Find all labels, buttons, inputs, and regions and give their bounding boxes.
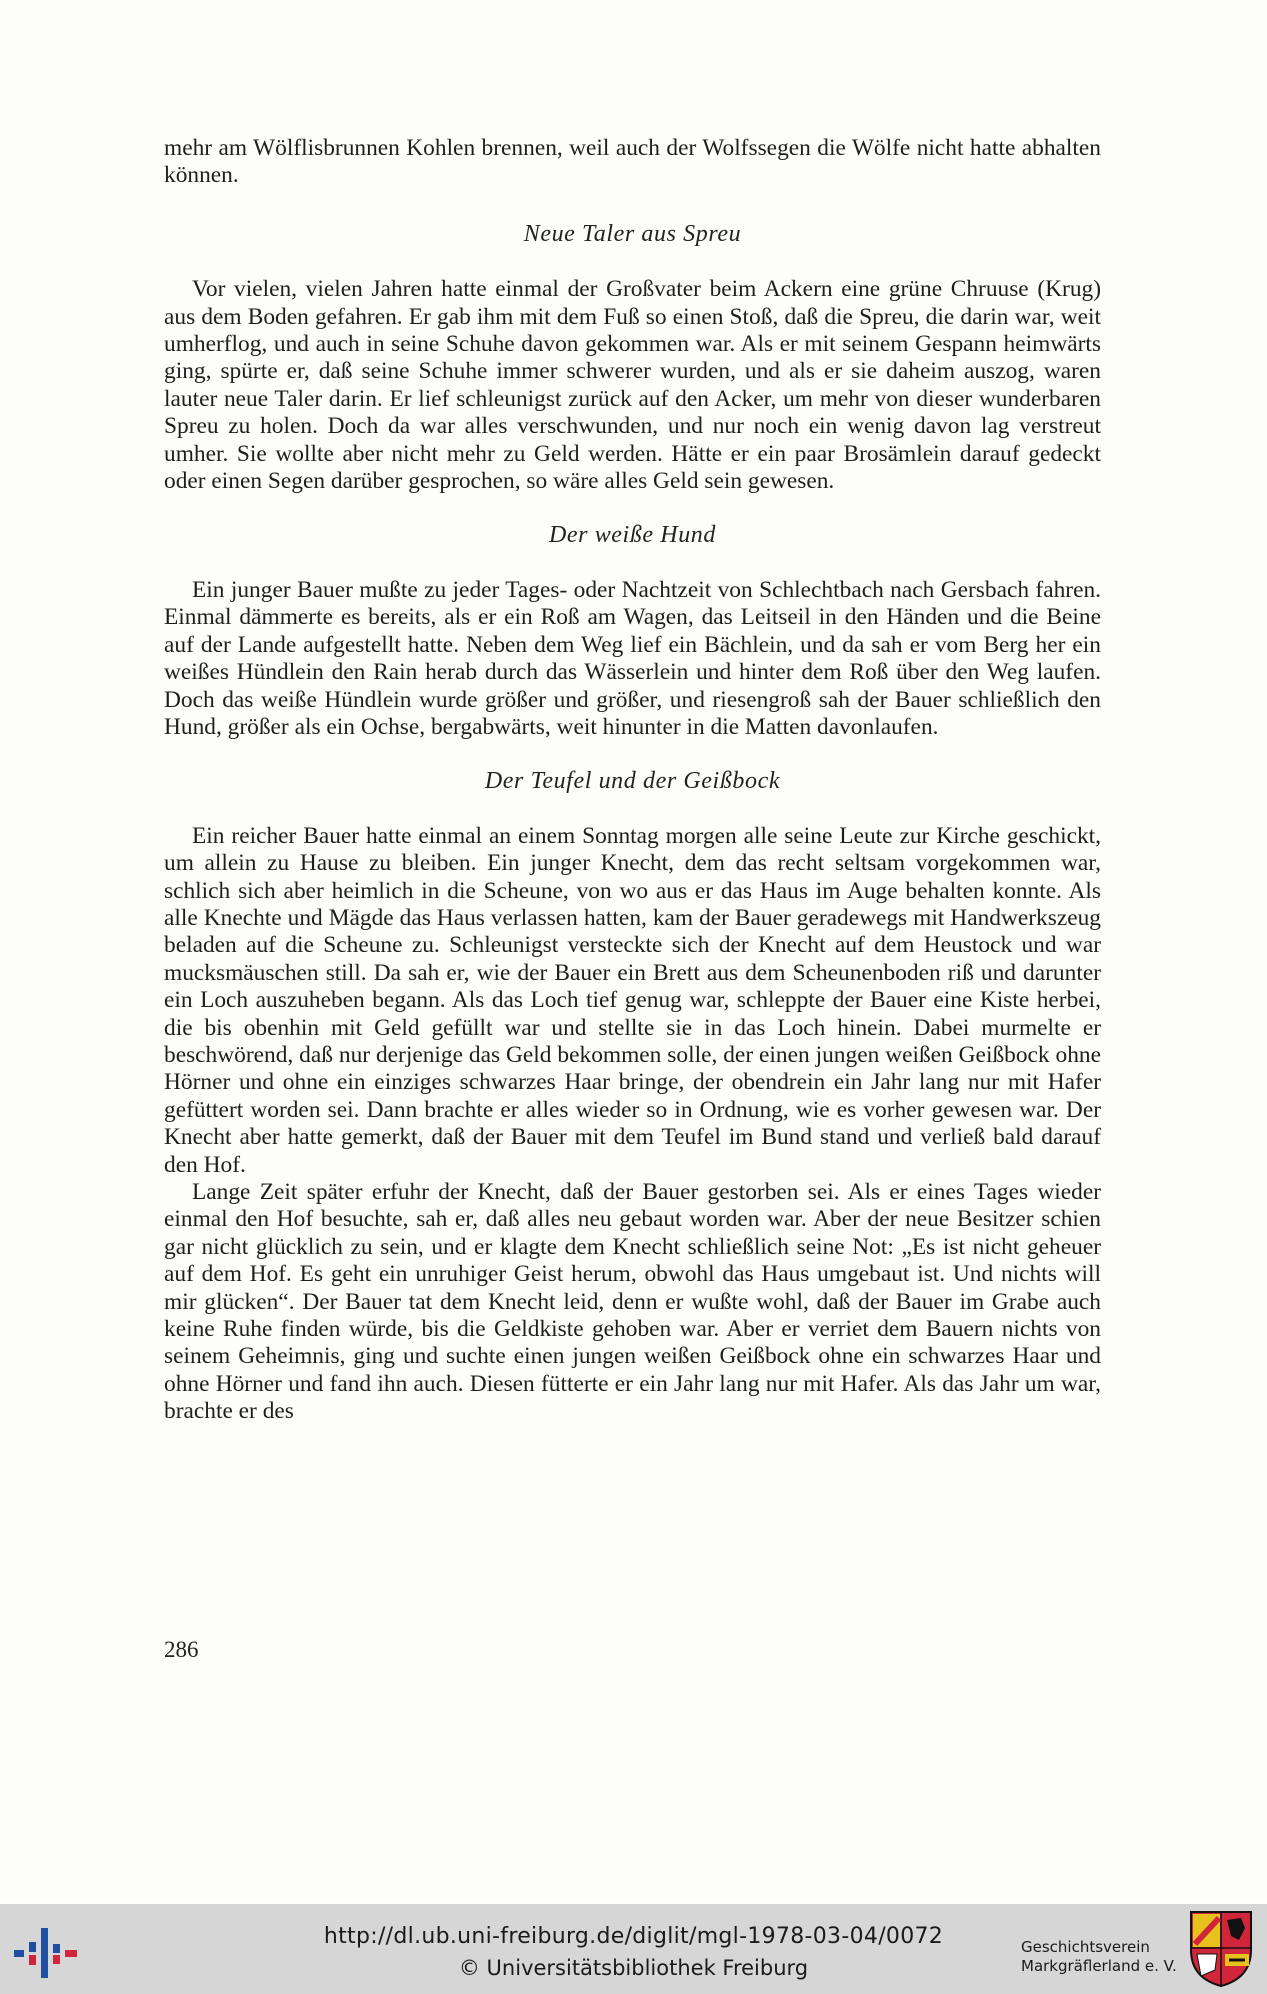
paragraph: Ein reicher Bauer hatte einmal an einem Sonntag morgen alle seine Leute zur Kirche geschickt, um allein zu Hause zu bleiben. Ein junger Knecht, dem das recht seltsam vorgekommen war, schlich sich aber heimlich in die Scheune, von wo aus er das Haus im Auge behalten konnte. Als alle Knechte und Mägde das Haus verlassen hatten, kam der Bauer geradewegs mit Handwerkszeug beladen auf die Scheune zu. Schleunigst versteckte sich der Knecht auf dem Heustock und war mucksmäuschen still. Da sah er, wie der Bauer ein Brett aus dem Scheunenboden riß und darunter ein Loch auszuheben begann. Als das Loch tief genug war, schleppte der Bauer eine Kiste herbei, die bis obenhin mit Geld gefüllt war und stellte sie in das Loch hinein. Dabei murmelte er beschwörend, daß nur derjenige das Geld bekommen solle, der einen jungen weißen Geißbock ohne Hörner und ohne ein einziges schwarzes Haar bringe, der obendrein ein Jahr lang nur mit Hafer gefüttert worden sei. Dann brachte er alles wieder so in Ordnung, wie es vorher gewesen war. Der Knecht aber hatte gemerkt, daß der Bauer mit dem Teufel im Bund stand und verließ bald darauf den Hof. — [164, 822, 1101, 1178]
page-number: 286 — [164, 1637, 199, 1662]
paragraph: Vor vielen, vielen Jahren hatte einmal der Großvater beim Ackern eine grüne Chruuse (Krug) aus dem Boden gefahren. Er gab ihm mit dem Fuß so einen Stoß, daß die Spreu, die darin war, weit umherflog, und auch in seine Schuhe davon gekommen war. Als er mit seinem Gespann heimwärts ging, spürte er, daß seine Schuhe immer schwerer wurden, und als er sie daheim auszog, waren lauter neue Taler darin. Er lief schleunigst zurück auf den Acker, um mehr von dieser wunderbaren Spreu zu holen. Doch da war alles verschwunden, und nur noch ein wenig davon lag verstreut umher. Sie wollte aber nicht mehr zu Geld werden. Hätte er ein paar Brosämlein darauf gedeckt oder einen Segen darüber gesprochen, so wäre alles Geld sein gewesen. — [164, 276, 1101, 495]
copyright-notice: © Universitätsbibliothek Freiburg — [458, 1956, 809, 1980]
paragraph: Lange Zeit später erfuhr der Knecht, daß der Bauer gestorben sei. Als er eines Tages wieder einmal den Hof besuchte, sah er, daß alles neu gebaut worden war. Aber der neue Besitzer schien gar nicht glücklich zu sein, und er klagte dem Knecht schließlich seine Not: „Es ist nicht geheuer auf dem Hof. Es geht ein unruhiger Geist herum, obwohl das Haus umgebaut ist. Und nichts will mir glücken“. Der Bauer tat dem Knecht leid, denn er wußte wohl, daß der Bauer im Grabe auch keine Ruhe finden würde, bis die Geldkiste gehoben war. Aber er verriet dem Bauern nichts von seinem Geheimnis, ging und suchte einen jungen weißen Geißbock ohne ein schwarzes Haar und ohne Hörner und fand ihn auch. Diesen fütterte er ein Jahr lang nur mit Hafer. Als das Jahr um war, brachte er des — [164, 1179, 1101, 1425]
page-text — [164, 135, 1101, 1426]
partner-name[interactable] — [1021, 1938, 1191, 1976]
section-heading-weisse-hund: Der weiße Hund — [548, 522, 717, 549]
paragraph: Ein junger Bauer mußte zu jeder Tages- oder Nachtzeit von Schlechtbach nach Gersbach fahren. Einmal dämmerte es bereits, als er ein Roß am Wagen, das Leitseil in den Händen und die Beine auf der Lande aufgestellt hatte. Neben dem Weg lief ein Bächlein, und da sah er vom Berg her ein weißes Hündlein den Rain herab durch das Wässerlein und hinter dem Roß über den Weg laufen. Doch das weiße Hündlein wurde größer und größer, und riesengroß sah der Bauer schließlich den Hund, größer als ein Ochse, bergabwärts, weit hinunter in die Matten davonlaufen. — [164, 576, 1101, 740]
footer-bar — [0, 1904, 1267, 1994]
partner-name-line1: Geschichtsverein — [1021, 1938, 1150, 1956]
partner-name-line2: Markgräflerland e. V. — [1021, 1957, 1177, 1975]
coat-of-arms-icon[interactable] — [1189, 1910, 1253, 1988]
section-heading-neue-taler: Neue Taler aus Spreu — [523, 220, 742, 247]
intro-paragraph: mehr am Wölflisbrunnen Kohlen brennen, weil auch der Wolfssegen die Wölfe nicht hatte abhalten können. — [164, 135, 1101, 189]
section-heading-teufel-geissbock: Der Teufel und der Geißbock — [484, 768, 781, 795]
permalink-url[interactable]: http://dl.ub.uni-freiburg.de/diglit/mgl-1978-03-04/0072 — [323, 1924, 944, 1949]
